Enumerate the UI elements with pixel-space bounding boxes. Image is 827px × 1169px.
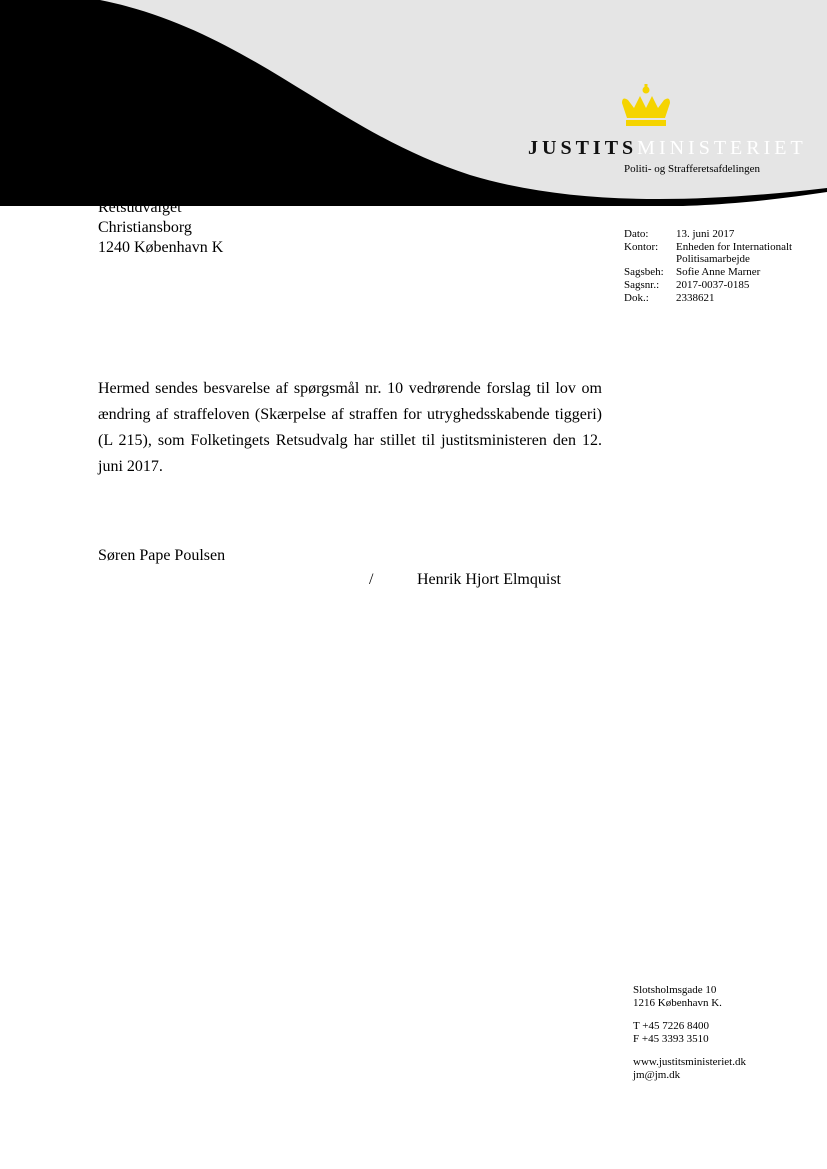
meta-doc-value: 2338621	[676, 291, 715, 304]
meta-date-label: Dato:	[624, 228, 649, 240]
footer-fax: F +45 3393 3510	[633, 1032, 709, 1045]
meta-caseno-value: 2017-0037-0185	[676, 278, 750, 291]
footer-email-link[interactable]: jm@jm.dk	[633, 1068, 681, 1081]
meta-doc-label: Dok.:	[624, 291, 649, 304]
meta-row-caseworker	[624, 266, 804, 279]
meta-office-value	[676, 241, 804, 266]
footer-contact	[633, 984, 746, 1092]
logo-text-light: MINISTERIET	[637, 137, 807, 159]
footer-phone: T +45 7226 8400	[633, 1020, 709, 1032]
recipient-line-2: Christiansborg	[98, 219, 192, 236]
meta-office-value-1: Enheden for Internationalt	[676, 240, 793, 253]
ministry-logo-text	[528, 136, 807, 160]
meta-row-caseno	[624, 279, 804, 292]
footer-phone-fax	[633, 1020, 746, 1045]
signature-minister: Søren Pape Poulsen	[98, 547, 226, 564]
signature-separator: /	[369, 571, 374, 588]
footer-website-link[interactable]: www.justitsministeriet.dk	[633, 1056, 746, 1068]
meta-caseworker-label: Sagsbeh:	[624, 266, 664, 279]
recipient-line-1: Retsudvalget	[98, 199, 182, 216]
meta-caseworker-value: Sofie Anne Marner	[676, 266, 761, 279]
recipient-address	[98, 198, 223, 258]
footer-web	[633, 1056, 746, 1081]
footer-address-line-1: Slotsholmsgade 10	[633, 984, 717, 996]
meta-row-office	[624, 241, 804, 266]
meta-office-value-2: Politisamarbejde	[676, 253, 750, 266]
footer-address-line-2: 1216 København K.	[633, 996, 722, 1009]
recipient-line-3: 1240 København K	[98, 239, 224, 256]
meta-date-value: 13. juni 2017	[676, 228, 735, 240]
meta-caseno-label: Sagsnr.:	[624, 278, 660, 291]
document-meta	[624, 228, 804, 304]
logo-text-bold: JUSTITS	[528, 137, 638, 159]
meta-row-doc	[624, 292, 804, 305]
footer-address	[633, 984, 746, 1009]
letter-body: Hermed sendes besvarelse af spørgsmål nr. 10 vedrørende forslag til lov om ændring af straffeloven (Skærpelse af straffen for utryghedsskabende tiggeri) (L 215), som Folketingets Retsudvalg har stillet til justitsministeren den 12. juni 2017.	[98, 380, 602, 475]
signature-official: Henrik Hjort Elmquist	[417, 571, 561, 588]
department-name: Politi- og Strafferetsafdelingen	[624, 163, 761, 175]
letterhead-band	[0, 0, 827, 210]
meta-row-date	[624, 228, 804, 241]
meta-office-label: Kontor:	[624, 240, 659, 253]
